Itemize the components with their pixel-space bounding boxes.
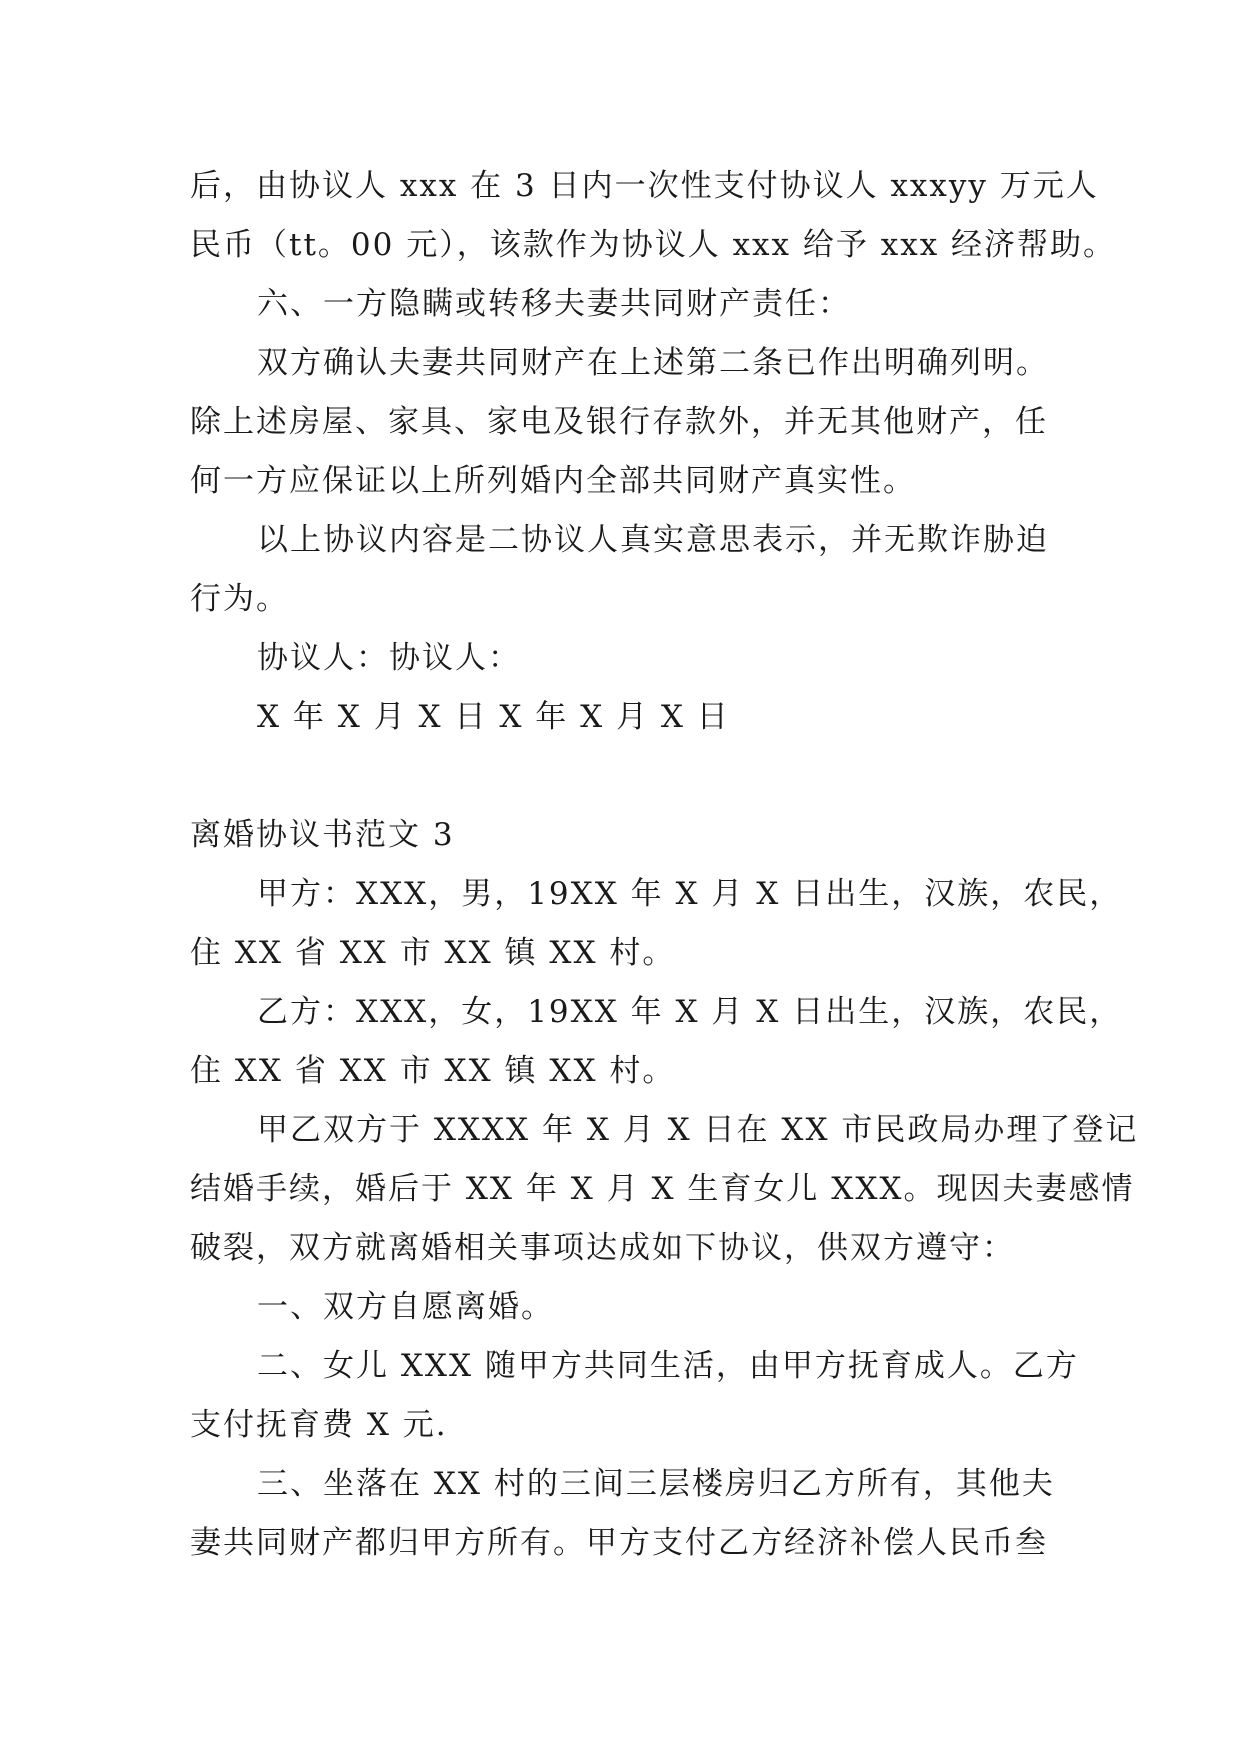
section-heading: 六、一方隐瞒或转移夫妻共同财产责任：: [257, 286, 851, 322]
text-line: 除上述房屋、家具、家电及银行存款外，并无其他财产，任: [190, 404, 1048, 440]
text-line: 双方确认夫妻共同财产在上述第二条已作出明确列明。: [257, 345, 1049, 381]
signature-date: X 年 X 月 X 日 X 年 X 月 X 日: [257, 699, 730, 735]
clause-3: 三、坐落在 XX 村的三间三层楼房归乙方所有，其他夫: [257, 1466, 1055, 1502]
text-line: 甲乙双方于 XXXX 年 X 月 X 日在 XX 市民政局办理了登记: [257, 1112, 1139, 1148]
clause-2: 二、女儿 XXX 随甲方共同生活，由甲方抚育成人。乙方: [257, 1348, 1079, 1384]
text-line: 结婚手续，婚后于 XX 年 X 月 X 生育女儿 XXX。现因夫妻感情: [190, 1171, 1135, 1207]
party-b-info: 乙方：XXX，女，19XX 年 X 月 X 日出生，汉族，农民，: [257, 994, 1123, 1030]
text-line: 妻共同财产都归甲方所有。甲方支付乙方经济补偿人民币叁: [190, 1525, 1048, 1561]
text-line: 何一方应保证以上所列婚内全部共同财产真实性。: [190, 463, 916, 499]
party-b-address: 住 XX 省 XX 市 XX 镇 XX 村。: [190, 1053, 676, 1089]
party-a-address: 住 XX 省 XX 市 XX 镇 XX 村。: [190, 935, 676, 971]
text-line: 破裂，双方就离婚相关事项达成如下协议，供双方遵守：: [190, 1230, 1015, 1266]
text-line: 行为。: [190, 581, 289, 617]
text-line: 后，由协议人 xxx 在 3 日内一次性支付协议人 xxxyy 万元人: [190, 168, 1099, 204]
document-title: 离婚协议书范文 3: [190, 817, 455, 853]
signature-label: 协议人：协议人：: [257, 640, 521, 676]
clause-1: 一、双方自愿离婚。: [257, 1289, 554, 1325]
text-line: 以上协议内容是二协议人真实意思表示，并无欺诈胁迫: [257, 522, 1049, 558]
text-line: 支付抚育费 X 元.: [190, 1407, 448, 1443]
party-a-info: 甲方：XXX，男，19XX 年 X 月 X 日出生，汉族，农民，: [257, 876, 1123, 912]
text-line: 民币（tt。00 元），该款作为协议人 xxx 给予 xxx 经济帮助。: [190, 227, 1117, 263]
